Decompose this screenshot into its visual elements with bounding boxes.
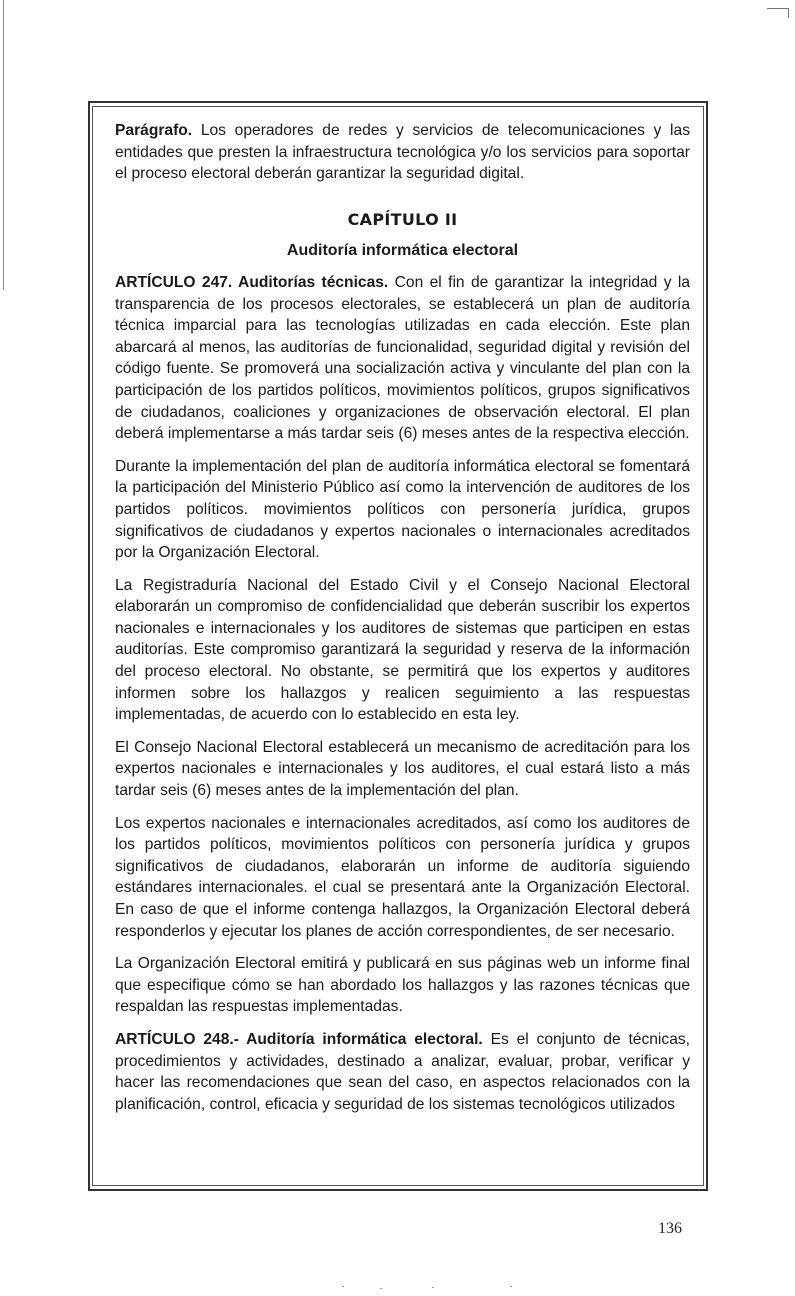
body-paragraph: Durante la implementación del plan de auditoría informática electoral se fomentará la participación del Ministerio Público así como la intervención de auditores de los partidos políticos. movimientos políticos con personería jurídica, grupos significativos de ciudadanos y expertos nacionales o internacionales acreditados por la Organización Electoral.	[115, 457, 690, 562]
scan-speck	[380, 1288, 382, 1289]
body-paragraph: La Registraduría Nacional del Estado Civil y el Consejo Nacional Electoral elaborarán un compromiso de confidencialidad que deberán suscribir los expertos nacionales e internacionales y los auditores de sistemas que participen en estas auditorías. Este compromiso garantizará la seguridad y reserva de la información del proceso electoral. No obstante, se permitirá que los expertos y auditores informen sobre los hallazgos y realicen seguimiento a las respuestas implementadas, de acuerdo con lo establecido en esta ley.	[115, 576, 690, 724]
scan-edge	[3, 0, 4, 290]
article-248-text: Es el conjunto de técnicas, procedimientos y actividades, destinado a analizar, evaluar, probar, verificar y hacer las recomendaciones que sean del caso, en aspectos relacionados con la planificación, control, eficacia y seguridad de los sistemas tecnológicos utilizados	[115, 1030, 690, 1113]
scan-mark	[788, 8, 789, 18]
article-247-text: Con el fin de garantizar la integridad y la transparencia de los procesos electorales, se establecerá un plan de auditoría técnica imparcial para las tecnologías utilizadas en cada elección. Este plan abarcará al menos, las auditorías de funcionalidad, seguridad digital y revisión del código fuente. Se promoverá una socialización activa y vinculante del plan con la participación de los partidos políticos, movimientos políticos, grupos significativos de ciudadanos, coaliciones y organizaciones de observación electoral. El plan deberá implementarse a más tardar seis (6) meses antes de la respectiva elección.	[115, 273, 691, 443]
chapter-subtitle: Auditoría informática electoral	[286, 242, 519, 260]
body-paragraph: La Organización Electoral emitirá y publicará en sus páginas web un informe final que especifique cómo se han abordado los hallazgos y las razones técnicas que respaldan las respuestas implementadas.	[115, 955, 690, 1016]
paragrafo-label: Parágrafo.	[115, 122, 193, 139]
chapter-title: CAPÍTULO II	[347, 209, 458, 229]
document-body	[115, 120, 690, 1126]
scan-speck	[432, 1287, 434, 1288]
scan-speck	[510, 1286, 512, 1287]
scan-mark	[767, 8, 789, 9]
paragrafo-text: Los operadores de redes y servicios de telecomunicaciones y las entidades que presten la infraestructura tecnológica y/o los servicios para soportar el proceso electoral deberán garantizar la seguridad digital.	[115, 122, 690, 183]
article-247	[115, 272, 690, 445]
article-248-heading: ARTÍCULO 248.- Auditoría informática electoral.	[115, 1030, 483, 1048]
article-247-heading: ARTÍCULO 247. Auditorías técnicas.	[115, 273, 389, 291]
body-paragraph: El Consejo Nacional Electoral establecerá un mecanismo de acreditación para los expertos nacionales e internacionales y los auditores, el cual estará listo a más tardar seis (6) meses antes de la implementación del plan.	[115, 738, 690, 800]
article-248	[115, 1029, 690, 1115]
page-number: 136	[658, 1220, 682, 1237]
scan-speck	[342, 1286, 344, 1287]
body-paragraph: Los expertos nacionales e internacionales acreditados, así como los auditores de los partidos políticos, movimientos políticos con personería jurídica y grupos significativos de ciudadanos, elaborarán un informe de auditoría siguiendo estándares internacionales. el cual se presentará ante la Organización Electoral. En caso de que el informe contenga hallazgos, la Organización Electoral deberá responderlos y ejecutar los planes de acción correspondientes, de ser necesario.	[115, 814, 690, 940]
paragrafo-block	[115, 120, 690, 185]
